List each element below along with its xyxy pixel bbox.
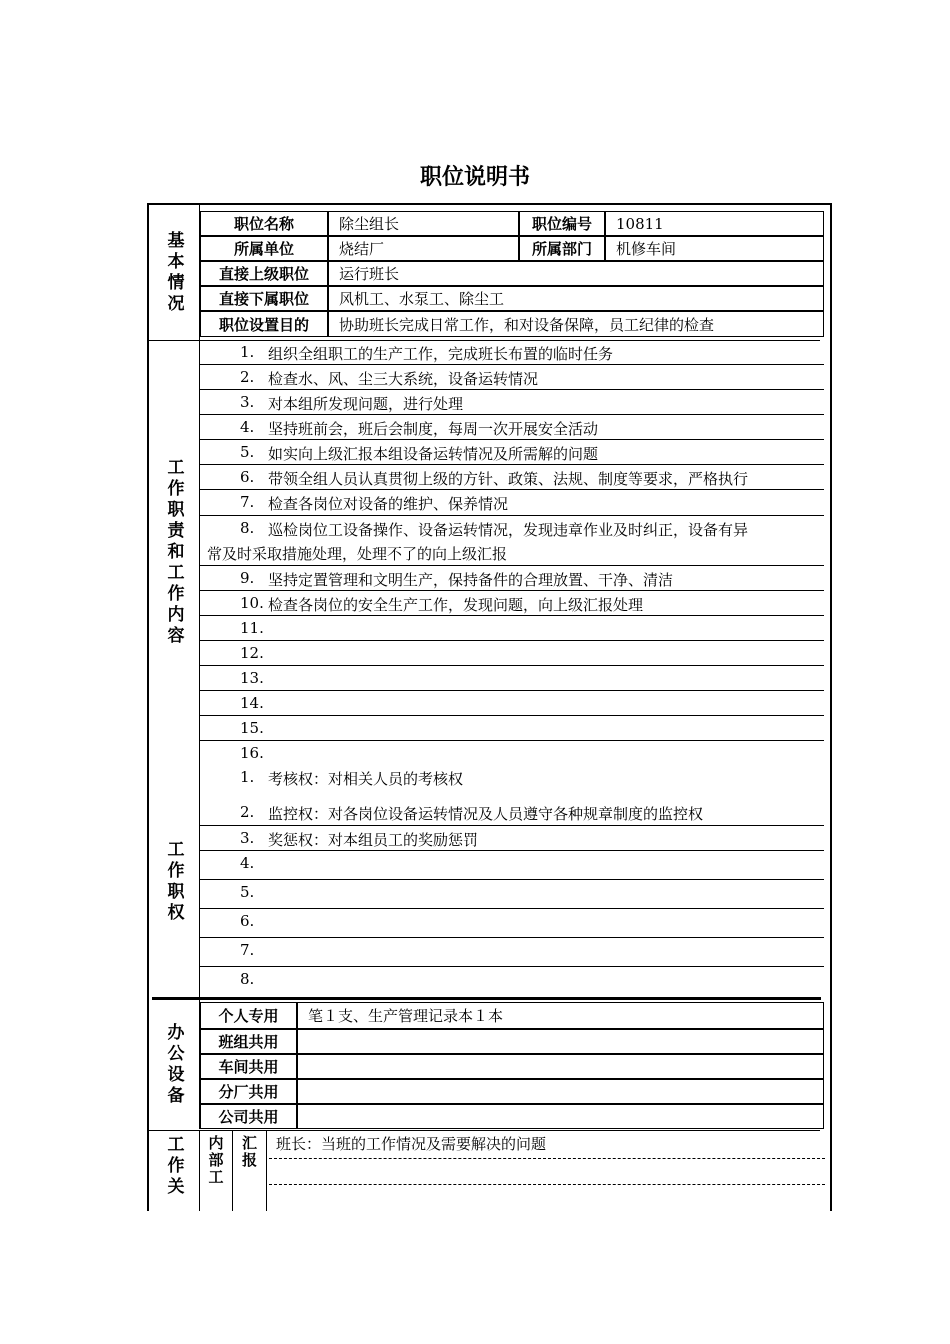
section-equipment-label	[149, 1000, 200, 1129]
equipment-label: 班组共用	[200, 1029, 297, 1054]
relations-line-1: 班长：当班的工作情况及需要解决的问题	[276, 1135, 547, 1153]
duty-row	[200, 440, 824, 465]
duty-number: 13.	[240, 669, 264, 687]
section-equipment-text: 办公设备	[163, 1022, 184, 1107]
equipment-value	[297, 1054, 824, 1079]
section-authority-label	[149, 765, 200, 998]
unit-value: 烧结厂	[328, 236, 519, 261]
duty-row	[200, 691, 824, 716]
section-relations-label	[149, 1131, 200, 1211]
authority-row	[200, 791, 824, 826]
duty-row	[200, 490, 824, 516]
duty-number: 6.	[240, 468, 255, 486]
authority-number: 5.	[240, 883, 255, 901]
authority-row	[200, 967, 824, 996]
section-duties-text: 工作职责和工作内容	[163, 458, 184, 647]
duty-text: 巡检岗位工设备操作、设备运转情况，发现违章作业及时纠正，设备有异	[268, 521, 749, 539]
duty-text: 坚持班前会，班后会制度，每周一次开展安全活动	[268, 420, 599, 438]
department-value: 机修车间	[605, 236, 824, 261]
section-basic-text: 基本情况	[163, 230, 184, 315]
duty-row	[200, 390, 824, 415]
section-relations-text: 工作关	[163, 1135, 184, 1198]
authority-row	[200, 851, 824, 880]
duty-row	[200, 516, 824, 566]
superior-value: 运行班长	[328, 261, 824, 286]
duty-row	[200, 641, 824, 666]
dash-line-2	[269, 1184, 825, 1185]
duty-number: 10.	[240, 594, 264, 612]
duty-text-continued: 常及时采取措施处理，处理不了的向上级汇报	[207, 545, 508, 563]
relations-report-text: 汇报	[240, 1135, 258, 1169]
duty-row	[200, 716, 824, 741]
duty-number: 7.	[240, 493, 255, 511]
duty-number: 15.	[240, 719, 264, 737]
authority-number: 1.	[240, 768, 255, 786]
equipment-value	[297, 1029, 824, 1054]
authority-number: 3.	[240, 829, 255, 847]
purpose-value: 协助班长完成日常工作，和对设备保障，员工纪律的检查	[328, 311, 824, 337]
equipment-label: 个人专用	[200, 1002, 297, 1029]
duty-text: 对本组所发现问题，进行处理	[268, 395, 464, 413]
duty-row	[200, 465, 824, 490]
duty-number: 5.	[240, 443, 255, 461]
duty-number: 3.	[240, 393, 255, 411]
position-code-value: 10811	[605, 211, 824, 236]
duty-text: 检查各岗位对设备的维护、保养情况	[268, 495, 509, 513]
duty-row	[200, 365, 824, 390]
duty-row	[200, 741, 824, 765]
equipment-label: 车间共用	[200, 1054, 297, 1079]
section-authority-text: 工作职权	[163, 839, 184, 924]
section-duties-label	[149, 340, 200, 765]
duty-number: 2.	[240, 368, 255, 386]
duty-number: 9.	[240, 569, 255, 587]
duty-text: 如实向上级汇报本组设备运转情况及所需解的问题	[268, 445, 599, 463]
duty-number: 16.	[240, 744, 264, 762]
position-name-label: 职位名称	[200, 211, 328, 236]
duty-text: 组织全组职工的生产工作，完成班长布置的临时任务	[268, 345, 614, 363]
authority-row	[200, 938, 824, 967]
duty-text: 带领全组人员认真贯彻上级的方针、政策、法规、制度等要求，严格执行	[268, 470, 749, 488]
subordinate-label: 直接下属职位	[200, 286, 328, 311]
authority-text: 考核权：对相关人员的考核权	[268, 770, 464, 788]
authority-number: 8.	[240, 970, 255, 988]
duty-number: 1.	[240, 343, 255, 361]
equipment-label: 公司共用	[200, 1104, 297, 1129]
purpose-label: 职位设置目的	[200, 311, 328, 337]
duty-row	[200, 591, 824, 616]
duty-row	[200, 340, 824, 365]
position-code-label: 职位编号	[519, 211, 605, 236]
authority-row	[200, 826, 824, 851]
duty-row	[200, 666, 824, 691]
duty-row	[200, 415, 824, 440]
authority-number: 2.	[240, 803, 255, 821]
section-basic-label	[149, 205, 200, 340]
position-name-value: 除尘组长	[328, 211, 519, 236]
duty-row	[200, 616, 824, 641]
department-label: 所属部门	[519, 236, 605, 261]
authority-text: 监控权：对各岗位设备运转情况及人员遵守各种规章制度的监控权	[268, 805, 704, 823]
superior-label: 直接上级职位	[200, 261, 328, 286]
authority-number: 6.	[240, 912, 255, 930]
unit-label: 所属单位	[200, 236, 328, 261]
duty-text: 检查各岗位的安全生产工作，发现问题，向上级汇报处理	[268, 596, 644, 614]
authority-text: 奖惩权：对本组员工的奖励惩罚	[268, 831, 479, 849]
equipment-value	[297, 1104, 824, 1129]
authority-row	[200, 880, 824, 909]
authority-number: 7.	[240, 941, 255, 959]
relations-report-label	[233, 1131, 267, 1211]
duty-text: 坚持定置管理和文明生产，保持备件的合理放置、干净、清洁	[268, 571, 674, 589]
duty-row	[200, 566, 824, 591]
job-description-table	[147, 203, 832, 1211]
page-title: 职位说明书	[419, 165, 530, 190]
equipment-value	[297, 1079, 824, 1104]
duty-number: 14.	[240, 694, 264, 712]
duty-number: 12.	[240, 644, 264, 662]
duty-text: 检查水、风、尘三大系统，设备运转情况	[268, 370, 539, 388]
relations-internal-label	[200, 1131, 233, 1211]
divider-thick	[152, 997, 821, 1000]
equipment-label: 分厂共用	[200, 1079, 297, 1104]
authority-row	[200, 909, 824, 938]
duty-number: 8.	[240, 519, 255, 537]
duty-number: 4.	[240, 418, 255, 436]
relations-internal-text: 内部工	[206, 1135, 225, 1186]
dash-line-1	[269, 1158, 825, 1159]
authority-row	[200, 765, 824, 791]
equipment-value: 笔１支、生产管理记录本１本	[297, 1002, 824, 1029]
duty-number: 11.	[240, 619, 264, 637]
subordinate-value: 风机工、水泵工、除尘工	[328, 286, 824, 311]
authority-number: 4.	[240, 854, 255, 872]
